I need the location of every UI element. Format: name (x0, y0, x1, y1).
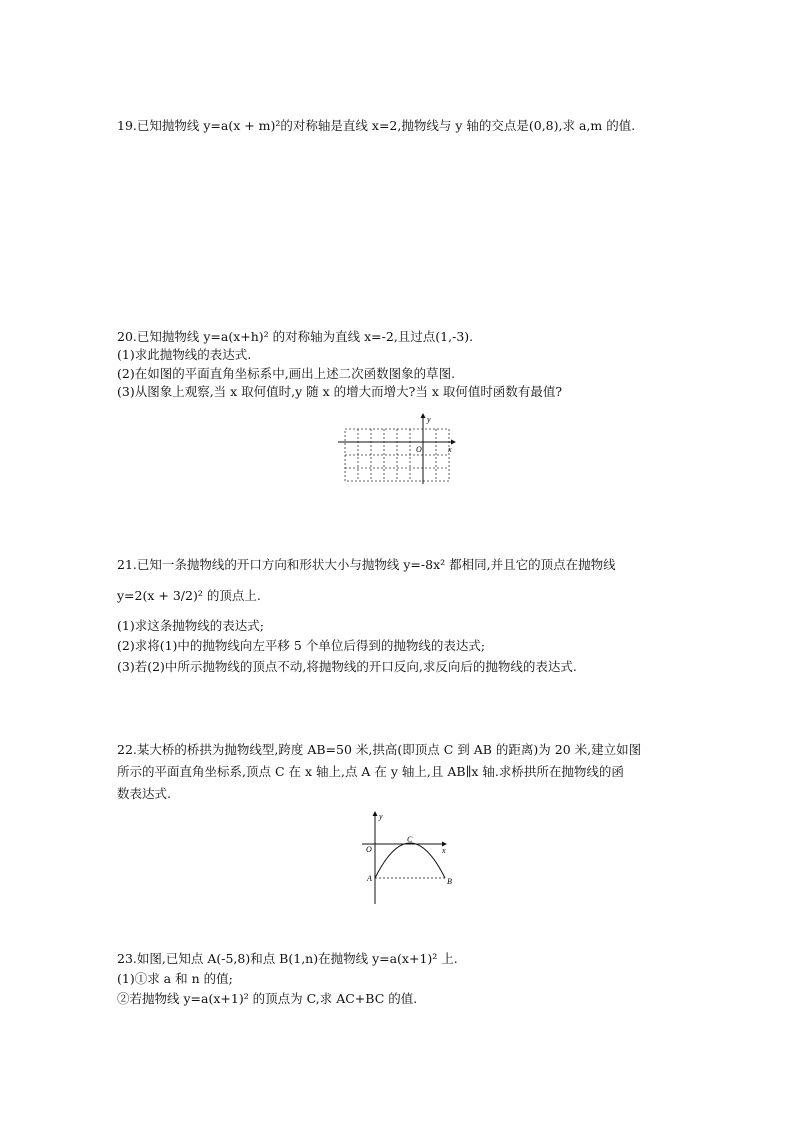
q22-origin-label: O (366, 845, 372, 854)
q22-line3: 数表达式. (117, 786, 171, 801)
q20-part1: (1)求此抛物线的表达式. (117, 347, 252, 362)
q20-y-label: y (427, 415, 431, 424)
q22-point-b-label: B (447, 877, 452, 886)
q22-line1: 22.某大桥的桥拱为抛物线型,跨度 AB=50 米,拱高(即顶点 C 到 AB 的距离)为 20 米,建立如图 (117, 742, 642, 757)
q23-stem: 23.如图,已知点 A(-5,8)和点 B(1,n)在抛物线 y=a(x+1)² 上. (117, 951, 458, 966)
q20-stem: 20.已知抛物线 y=a(x+h)² 的对称轴为直线 x=-2,且过点(1,-3). (117, 329, 474, 344)
q22-vertex-c-label: C (407, 835, 413, 844)
q20-origin-label: O (416, 445, 422, 454)
q21-stem2: y=2(x + 3/2)² 的顶点上. (117, 588, 261, 603)
q22-bridge-figure (362, 808, 462, 906)
q23-part1: (1)①求 a 和 n 的值; (117, 971, 233, 986)
q21-stem: 21.已知一条抛物线的开口方向和形状大小与抛物线 y=-8x² 都相同,并且它的顶点在抛物线 (117, 557, 616, 572)
q20-part3: (3)从图象上观察,当 x 取何值时,y 随 x 的增大而增大?当 x 取何值时函数有最值? (117, 384, 563, 399)
q22-line2: 所示的平面直角坐标系,顶点 C 在 x 轴上,点 A 在 y 轴上,且 AB∥x 轴.求桥拱所在抛物线的函 (117, 764, 624, 779)
q20-part2: (2)在如图的平面直角坐标系中,画出上述二次函数图象的草图. (117, 366, 456, 381)
q21-part1: (1)求这条抛物线的表达式; (117, 618, 264, 633)
q20-x-label: x (448, 445, 452, 454)
q20-grid-figure (338, 412, 458, 486)
q21-part2: (2)求将(1)中的抛物线向左平移 5 个单位后得到的抛物线的表达式; (117, 638, 486, 653)
q22-y-label: y (379, 812, 383, 821)
q22-point-a-label: A (367, 874, 372, 883)
q23-part2: ②若抛物线 y=a(x+1)² 的顶点为 C,求 AC+BC 的值. (117, 991, 418, 1006)
q22-x-label: x (442, 846, 446, 855)
q19-text: 19.已知抛物线 y=a(x + m)²的对称轴是直线 x=2,抛物线与 y 轴的交点是(0,8),求 a,m 的值. (117, 118, 636, 133)
q21-part3: (3)若(2)中所示抛物线的顶点不动,将抛物线的开口反向,求反向后的抛物线的表达式. (117, 659, 577, 674)
